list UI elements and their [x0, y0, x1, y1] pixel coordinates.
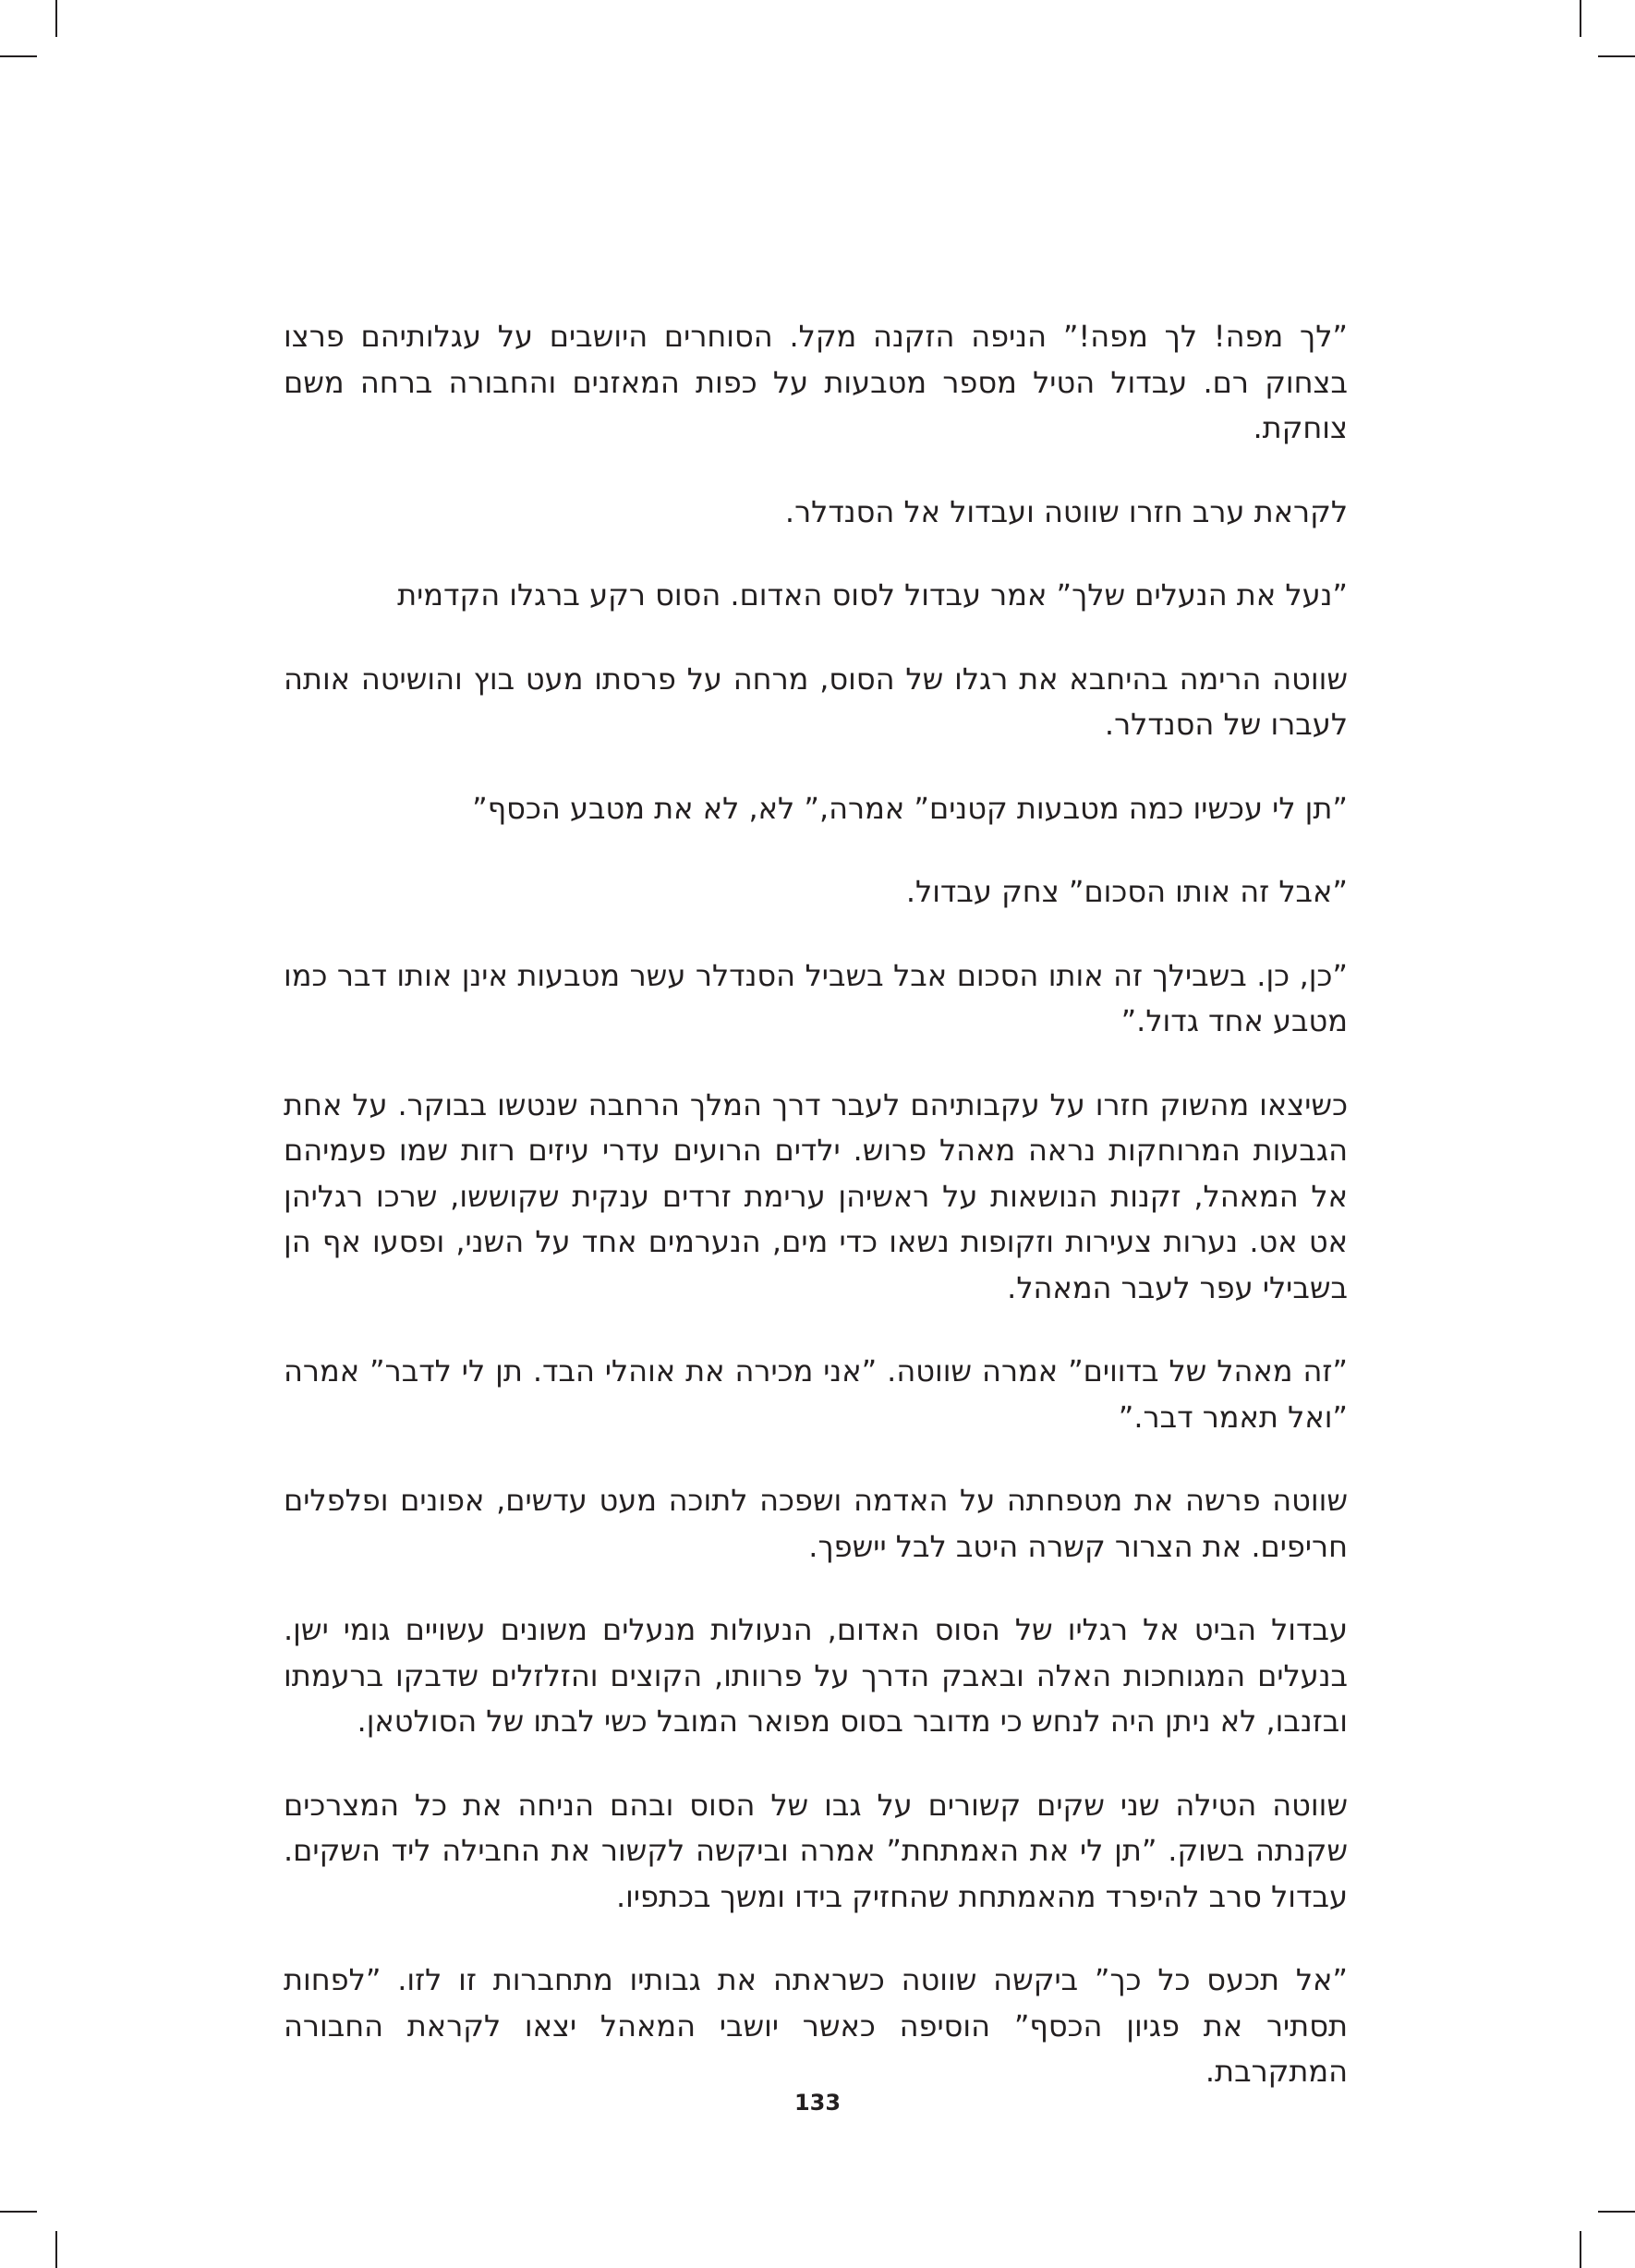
crop-mark-bottom-left-horizontal: [0, 2211, 37, 2213]
crop-mark-top-right-horizontal: [1598, 55, 1635, 57]
crop-mark-top-right-vertical: [1580, 0, 1581, 37]
page-number: 133: [793, 2090, 842, 2116]
paragraph: ”זה מאהל של בדווים” אמרה שווטה. ”אני מכירה את אוהלי הבד. תן לי לדבר” אמרה ”ואל תאמר דבר.”: [284, 1353, 1348, 1435]
body-text: [284, 314, 1348, 2133]
paragraph: שווטה הטילה שני שקים קשורים על גבו של הסוס ובהם הניחה את כל המצרכים שקנתה בשוק. ”תן לי את האמתחת” אמרה וביקשה לקשור את החבילה ליד השקים. עבדול סרב להיפרד מהאמתחת שהחזיק בידו ומשך בכתפיו.: [284, 1787, 1348, 1914]
paragraph: שווטה הרימה בהיחבא את רגלו של הסוס, מרחה על פרסתו מעט בוץ והושיטה אותה לעברו של הסנדלר.: [284, 661, 1348, 742]
crop-mark-top-left-horizontal: [0, 55, 37, 57]
paragraph: ”כן, כן. בשבילך זה אותו הסכום אבל בשביל הסנדלר עשר מטבעות אינן אותו דבר כמו מטבע אחד גדול.”: [284, 957, 1348, 1038]
crop-mark-bottom-right-horizontal: [1598, 2211, 1635, 2213]
paragraph: ”אבל זה אותו הסכום” צחק עבדול.: [905, 874, 1348, 909]
paragraph: כשיצאו מהשוק חזרו על עקבותיהם לעבר דרך המלך הרחבה שנטשו בבוקר. על אחת הגבעות המרוחקות נראה מאהל פרוש. ילדים הרועים עדרי עיזים רזות שמו פעמיהם אל המאהל, זקנות הנושאות על ראשיהן ערימת זרדים ענקית שקוששו, שרכו רגליהן אט אט. נערות צעירות וזקופות נשאו כדי מים, הנערמים אחד על השני, ופסעו אף הן בשבילי עפר לעבר המאהל.: [284, 1086, 1348, 1305]
paragraph: ”נעל את הנעלים שלך” אמר עבדול לסוס האדום. הסוס רקע ברגלו הקדמית: [397, 577, 1348, 612]
crop-mark-top-left-vertical: [55, 0, 57, 37]
paragraph: עבדול הביט אל רגליו של הסוס האדום, הנעולות מנעלים משונים עשויים גומי ישן. בנעלים המגוחכות האלה ובאבק הדרך על פרוותו, הקוצים והזלזלים שדבקו ברעמתו ובזנבו, לא ניתן היה לנחש כי מדובר בסוס מפואר המובל כשי לבתו של הסולטאן.: [284, 1612, 1348, 1739]
paragraph: ”תן לי עכשיו כמה מטבעות קטנים” אמרה,” לא, לא את מטבע הכסף”: [472, 790, 1348, 826]
crop-mark-bottom-left-vertical: [55, 2231, 57, 2268]
paragraph: ”לך מפה! לך מפה!” הניפה הזקנה מקל. הסוחרים היושבים על עגלותיהם פרצו בצחוק רם. עבדול הטיל מספר מטבעות על כפות המאזנים והחבורה ברחה משם צוחקת.: [284, 319, 1348, 445]
crop-mark-bottom-right-vertical: [1580, 2231, 1581, 2268]
paragraph: ”אל תכעס כל כך” ביקשה שווטה כשראתה את גבותיו מתחברות זו לזו. ”לפחות תסתיר את פגיון הכסף” הוסיפה כאשר יושבי המאהל יצאו לקראת החבורה המתקרבת.: [284, 1962, 1348, 2089]
paragraph: שווטה פרשה את מטפחתה על האדמה ושפכה לתוכה מעט עדשים, אפונים ופלפלים חריפים. את הצרור קשרה היטב לבל יישפך.: [284, 1483, 1348, 1564]
paragraph: לקראת ערב חזרו שווטה ועבדול אל הסנדלר.: [784, 493, 1348, 529]
